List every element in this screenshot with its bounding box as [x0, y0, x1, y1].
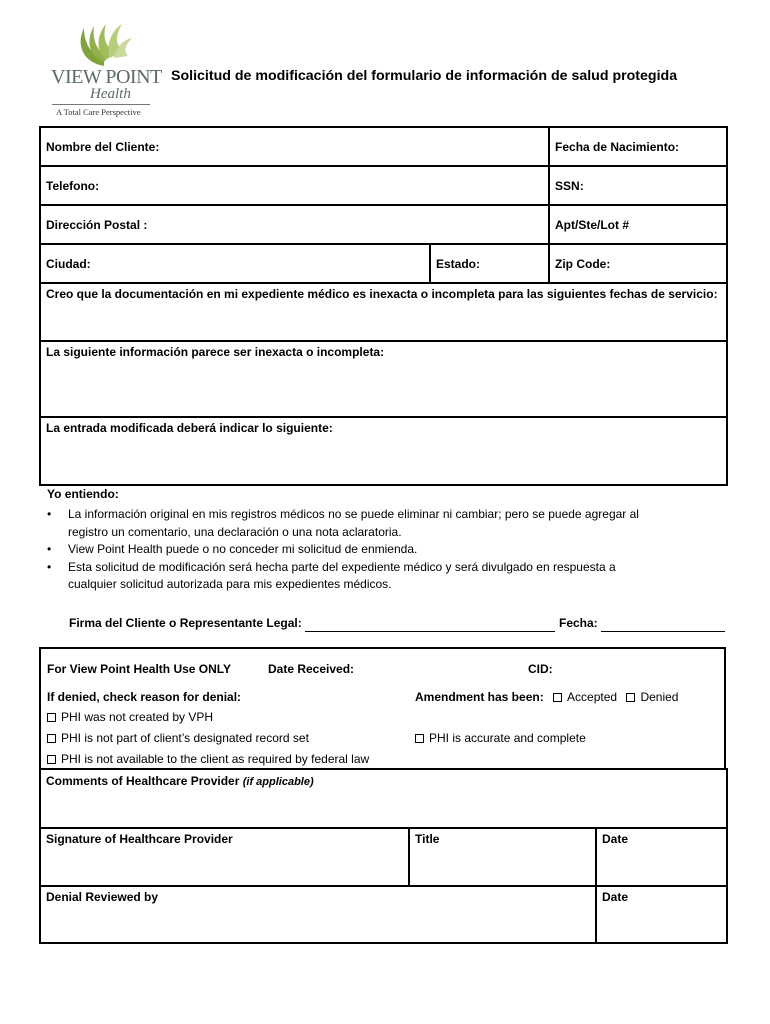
address-label: Dirección Postal :: [46, 217, 148, 232]
dob-label: Fecha de Nacimiento:: [555, 139, 680, 154]
office-use-heading: For View Point Health Use ONLY: [47, 662, 232, 676]
provider-signature-field[interactable]: [40, 828, 409, 886]
amendment-status-label: Amendment has been:: [415, 690, 544, 704]
inaccurate-info-field[interactable]: [40, 341, 727, 417]
date-received-label: Date Received:: [268, 662, 355, 676]
provider-table: [39, 768, 728, 944]
service-dates-field[interactable]: [40, 283, 727, 341]
dob-field[interactable]: [549, 127, 727, 166]
provider-comments-note: (if applicable): [242, 776, 314, 788]
understand-item-text: cualquier solicitud autorizada para mis expedientes médicos.: [68, 577, 392, 591]
understand-heading: Yo entiendo:: [47, 487, 119, 501]
provider-title-field[interactable]: [409, 828, 596, 886]
amendment-status: [415, 690, 678, 704]
denial-reason-heading: If denied, check reason for denial:: [47, 690, 242, 704]
phone-label: Telefono:: [46, 178, 100, 193]
understand-item-text: View Point Health puede o no conceder mi solicitud de enmienda.: [68, 542, 418, 556]
zip-label: Zip Code:: [555, 256, 611, 271]
amended-entry-field[interactable]: [40, 417, 727, 485]
checkbox-icon: [47, 755, 56, 764]
service-dates-label: Creo que la documentación en mi expediente médico es inexacta o incompleta para las siguientes fechas de servicio:: [46, 287, 718, 301]
understand-item: [68, 559, 748, 594]
checkbox-icon: [626, 693, 635, 702]
state-label: Estado:: [436, 256, 481, 271]
signature-date-label: Fecha:: [559, 616, 598, 630]
logo: [50, 18, 162, 120]
provider-signature-label: Signature of Healthcare Provider: [46, 832, 233, 846]
apt-field[interactable]: [549, 205, 727, 244]
state-field[interactable]: [430, 244, 549, 283]
accepted-checkbox[interactable]: [553, 690, 617, 704]
understand-item: [68, 541, 748, 559]
checkbox-icon: [553, 693, 562, 702]
denied-checkbox[interactable]: [626, 690, 678, 704]
denied-label: Denied: [640, 690, 679, 704]
office-use-box: [39, 647, 726, 770]
understand-item-text: Esta solicitud de modificación será hecha parte del expediente médico y será divulgado en respuesta a: [68, 559, 616, 574]
reason-label: PHI was not created by VPH: [61, 710, 214, 724]
checkbox-icon: [415, 734, 424, 743]
leaf-logo-icon: [74, 18, 134, 70]
page-title: Solicitud de modificación del formulario de información de salud protegida: [171, 68, 678, 84]
client-name-label: Nombre del Cliente:: [46, 139, 160, 154]
reason-label: PHI is accurate and complete: [429, 731, 586, 745]
denial-reviewed-label: Denial Reviewed by: [46, 890, 159, 904]
reason-label: PHI is not part of client’s designated record set: [61, 731, 309, 745]
city-label: Ciudad:: [46, 256, 91, 271]
zip-field[interactable]: [549, 244, 727, 283]
ssn-field[interactable]: [549, 166, 727, 205]
city-field[interactable]: [40, 244, 430, 283]
provider-comments-field[interactable]: [40, 769, 727, 828]
denial-reviewed-field[interactable]: [40, 886, 596, 943]
reason-not-record-set-checkbox[interactable]: [47, 731, 309, 745]
checkbox-icon: [47, 713, 56, 722]
ssn-label: SSN:: [555, 178, 584, 193]
client-info-table: [39, 126, 728, 486]
amended-entry-label: La entrada modificada deberá indicar lo siguiente:: [46, 421, 333, 435]
address-field[interactable]: [40, 205, 549, 244]
logo-rule: [52, 104, 150, 105]
understand-list: [40, 506, 748, 594]
denial-date-label: Date: [602, 890, 629, 904]
provider-comments-label: Comments of Healthcare Provider: [46, 774, 240, 788]
logo-word-viewpoint: VIEW POINT: [51, 66, 162, 88]
provider-title-label: Title: [415, 832, 440, 846]
apt-label: Apt/Ste/Lot #: [555, 217, 630, 232]
logo-word-health: Health: [90, 86, 131, 102]
checkbox-icon: [47, 734, 56, 743]
reason-accurate-checkbox[interactable]: [415, 731, 586, 745]
client-signature-label: Firma del Cliente o Representante Legal:: [69, 616, 302, 630]
logo-tagline: A Total Care Perspective: [56, 107, 141, 117]
reason-label: PHI is not available to the client as required by federal law: [61, 752, 370, 766]
understand-item-text: La información original en mis registros médicos no se puede eliminar ni cambiar; pero se puede agregar al: [68, 507, 639, 521]
understand-item-text: registro un comentario, una declaración o una nota aclaratoria.: [68, 524, 402, 539]
understand-item: [68, 506, 748, 541]
cid-label: CID:: [528, 662, 553, 676]
denial-date-field[interactable]: [596, 886, 727, 943]
client-name-field[interactable]: [40, 127, 549, 166]
phone-field[interactable]: [40, 166, 549, 205]
signature-date-line[interactable]: [601, 631, 725, 632]
provider-date-label: Date: [602, 832, 629, 846]
reason-not-available-checkbox[interactable]: [47, 752, 369, 766]
provider-date-field[interactable]: [596, 828, 727, 886]
accepted-label: Accepted: [567, 690, 618, 704]
inaccurate-info-label: La siguiente información parece ser inexacta o incompleta:: [46, 345, 385, 359]
client-signature-line[interactable]: [305, 631, 555, 632]
reason-not-created-checkbox[interactable]: [47, 710, 213, 724]
